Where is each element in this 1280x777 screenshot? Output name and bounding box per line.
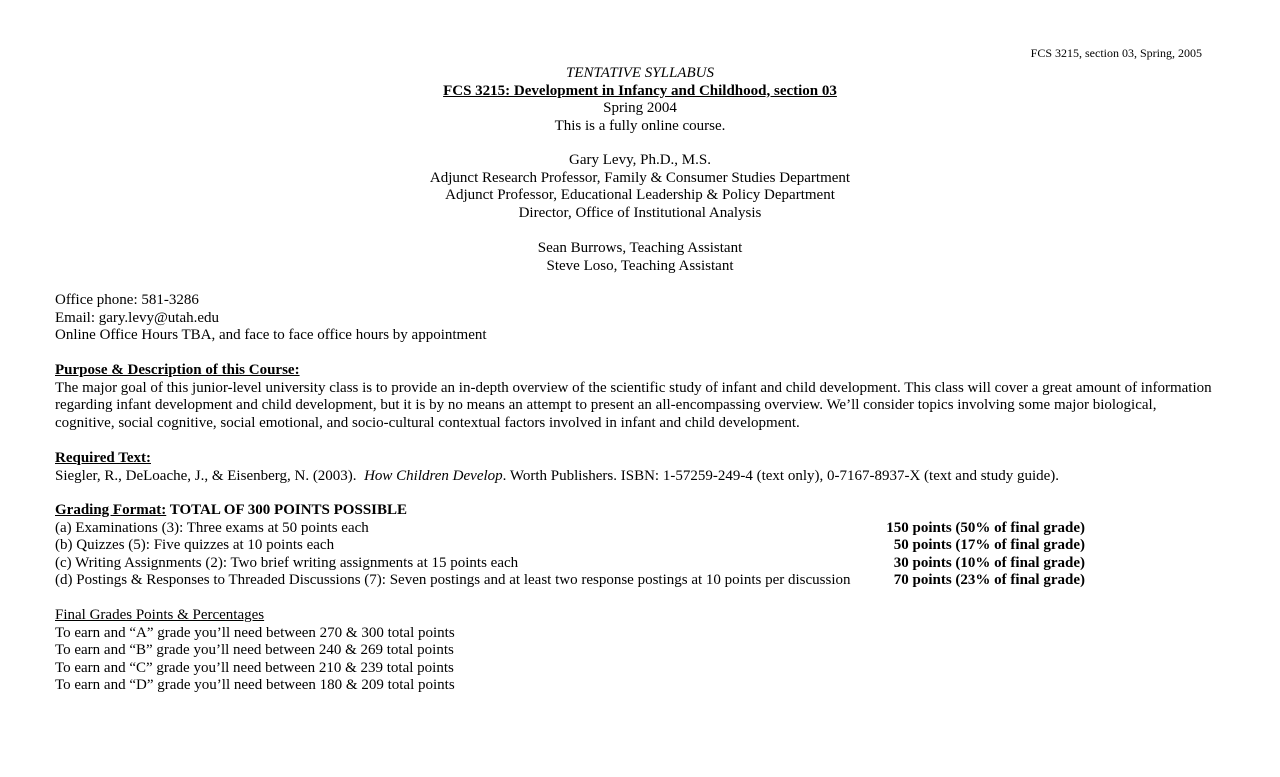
- required-text-section: [55, 450, 1215, 485]
- grading-heading: Grading Format:: [55, 502, 167, 518]
- contact-info: [55, 292, 1215, 345]
- instructor-block: [0, 152, 1280, 222]
- instructor-name: Gary Levy, Ph.D., M.S.: [569, 152, 711, 168]
- grading-item-desc: (b) Quizzes (5): Five quizzes at 10 points each: [55, 537, 335, 553]
- final-grade-line: To earn and “C” grade you’ll need between 210 & 239 total points: [55, 659, 454, 676]
- running-header: FCS 3215, section 03, Spring, 2005: [1030, 46, 1202, 60]
- teaching-assistants: [0, 240, 1280, 275]
- grading-total: TOTAL OF 300 POINTS POSSIBLE: [169, 502, 408, 518]
- grading-heading-line: [55, 502, 1085, 520]
- final-grade-line: To earn and “D” grade you’ll need between 180 & 209 total points: [55, 677, 455, 693]
- course-mode: This is a fully online course.: [554, 117, 726, 134]
- purpose-heading: Purpose & Description of this Course:: [55, 362, 300, 378]
- grading-item: [55, 537, 1085, 555]
- title-block: [0, 65, 1280, 135]
- grading-item: [55, 572, 1085, 590]
- grading-item-points: 30 points (10% of final grade): [893, 554, 1085, 571]
- citation-authors: Siegler, R., DeLoache, J., & Eisenberg, N. (2003).: [55, 467, 357, 484]
- office-hours: Online Office Hours TBA, and face to face office hours by appointment: [55, 327, 487, 343]
- grading-section: [55, 502, 1085, 590]
- required-text-heading: Required Text:: [55, 450, 151, 466]
- tentative-label: TENTATIVE SYLLABUS: [566, 65, 714, 81]
- instructor-role: Director, Office of Institutional Analysis: [518, 204, 762, 221]
- final-grade-line: To earn and “A” grade you’ll need between 270 & 300 total points: [55, 624, 455, 641]
- grading-item-desc: (a) Examinations (3): Three exams at 50 points each: [55, 519, 369, 536]
- purpose-text: The major goal of this junior-level university class is to provide an in-depth overview of the scientific study of infant and child development. This class will cover a great amount of information regarding infant development and child development, but it is by no means an attempt to present an all-encompassing overview. We’ll consider topics involving some major biological, cognitive, social cognitive, social emotional, and socio-cultural contextual factors involved in infant and child development.: [55, 379, 1212, 431]
- grading-item: [55, 520, 1085, 538]
- final-grades-heading: Final Grades Points & Percentages: [55, 607, 265, 623]
- instructor-role: Adjunct Professor, Educational Leadership & Policy Department: [445, 187, 835, 203]
- required-text-citation: [55, 468, 1215, 486]
- term: Spring 2004: [603, 100, 677, 116]
- citation-publisher: . Worth Publishers. ISBN: 1-57259-249-4 (text only), 0-7167-8937-X (text and study guide).: [502, 467, 1060, 484]
- purpose-section: [55, 362, 1215, 432]
- email: Email: gary.levy@utah.edu: [55, 309, 220, 326]
- citation-book-title: How Children Develop: [364, 467, 503, 484]
- final-grade-line: To earn and “B” grade you’ll need between 240 & 269 total points: [55, 642, 454, 658]
- instructor-role: Adjunct Research Professor, Family & Consumer Studies Department: [429, 169, 851, 186]
- teaching-assistant: Sean Burrows, Teaching Assistant: [537, 240, 743, 256]
- grading-item-points: 150 points (50% of final grade): [886, 519, 1085, 536]
- grading-item-points: 70 points (23% of final grade): [893, 572, 1085, 588]
- grading-item-points: 50 points (17% of final grade): [893, 537, 1085, 553]
- grading-item: [55, 555, 1085, 573]
- office-phone: Office phone: 581-3286: [55, 292, 199, 308]
- course-title: FCS 3215: Development in Infancy and Childhood, section 03: [443, 82, 837, 99]
- grading-item-desc: (c) Writing Assignments (2): Two brief writing assignments at 15 points each: [55, 554, 519, 571]
- teaching-assistant: Steve Loso, Teaching Assistant: [546, 257, 734, 274]
- grading-item-desc: (d) Postings & Responses to Threaded Discussions (7): Seven postings and at least two response postings at 10 points per discussion: [55, 572, 851, 588]
- final-grades-section: [55, 607, 1215, 695]
